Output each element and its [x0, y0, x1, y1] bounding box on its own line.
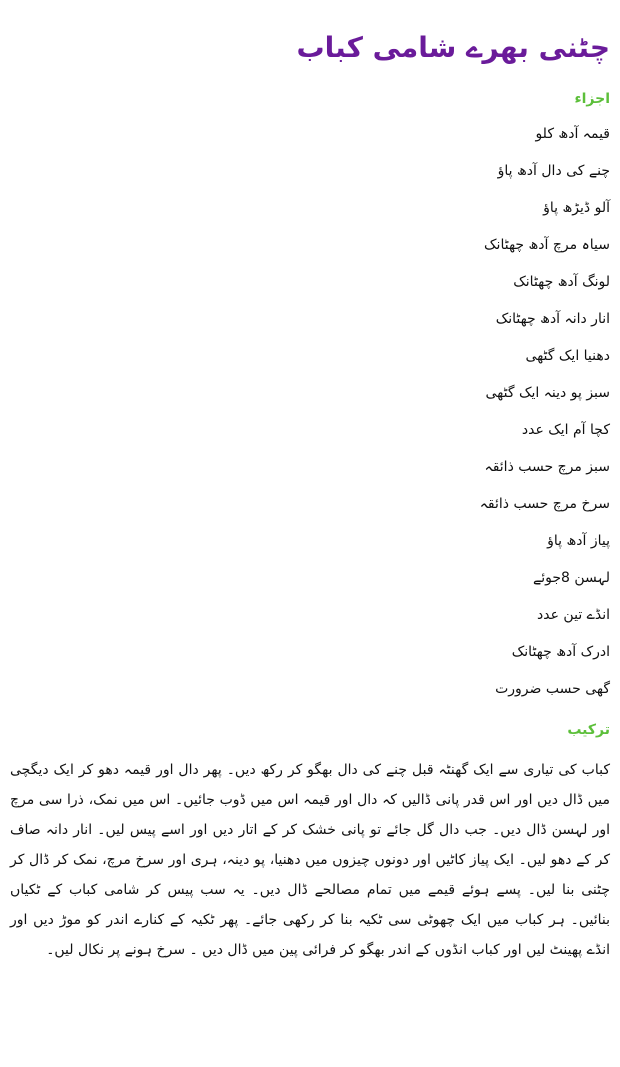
ingredient-item: کچا آم ایک عدد — [521, 422, 610, 438]
ingredient-item: ادرک آدھ چھٹانک — [511, 644, 610, 660]
ingredients-heading: اجزاء — [574, 91, 610, 107]
ingredient-item: چنے کی دال آدھ پاؤ — [497, 163, 610, 179]
ingredient-item: سرخ مرچ حسب ذائقہ — [479, 496, 610, 512]
ingredient-item: انڈے تین عدد — [537, 607, 610, 623]
ingredient-item: قیمہ آدھ کلو — [535, 126, 610, 142]
recipe-title: چٹنی بھرے شامی کباب — [296, 31, 610, 64]
ingredient-item: سیاہ مرچ آدھ چھٹانک — [484, 237, 610, 253]
ingredient-item: پیاز آدھ پاؤ — [547, 533, 610, 549]
ingredients-list — [480, 121, 610, 713]
ingredient-item: سبز پو دینہ ایک گٹھی — [485, 385, 610, 401]
method-heading: ترکیب — [567, 722, 610, 738]
ingredient-item: سبز مرچ حسب ذائقہ — [484, 459, 610, 475]
ingredient-item: دھنیا ایک گٹھی — [525, 348, 610, 364]
ingredient-item: لہسن 8جوئے — [533, 570, 610, 586]
method-paragraph: کباب کی تیاری سے ایک گھنٹہ قبل چنے کی دال بھگو کر رکھ دیں۔ پھر دال اور قیمہ دھو کر ایک دیگچی میں ڈال دیں اور اس قدر پانی ڈالیں کہ دال اور قیمہ اس میں ڈوب جائیں۔ اس میں نمک، ذرا سی مرچ اور لہسن ڈال دیں۔ جب دال گل جائے تو پانی خشک کر کے اتار دیں اور اسے پیس لیں۔ انار دانہ صاف کر کے دھو لیں۔ ایک پیاز کاٹیں اور دونوں چیزوں میں دھنیا، پو دینہ، ہری اور سرخ مرچ، نمک کر ڈال کر چٹنی بنا لیں۔ پسے ہوئے قیمے میں تمام مصالحے ڈال دیں۔ یہ سب پیس کر شامی کباب کے ٹکیاں بنائیں۔ ہر کباب میں ایک چھوٹی سی ٹکیہ بنا کر رکھی جائے۔ پھر ٹکیہ کے کنارے اندر کو موڑ دیں اور انڈے پھینٹ لیں اور کباب انڈوں کے اندر بھگو کر فرائی پین میں ڈال دیں ۔ سرخ ہونے پر نکال لیں۔ — [10, 762, 610, 958]
ingredient-item: گھی حسب ضرورت — [495, 681, 610, 697]
ingredient-item: لونگ آدھ چھٹانک — [513, 274, 610, 290]
ingredient-item: آلو ڈیڑھ پاؤ — [543, 200, 610, 216]
ingredient-item: انار دانہ آدھ چھٹانک — [495, 311, 610, 327]
